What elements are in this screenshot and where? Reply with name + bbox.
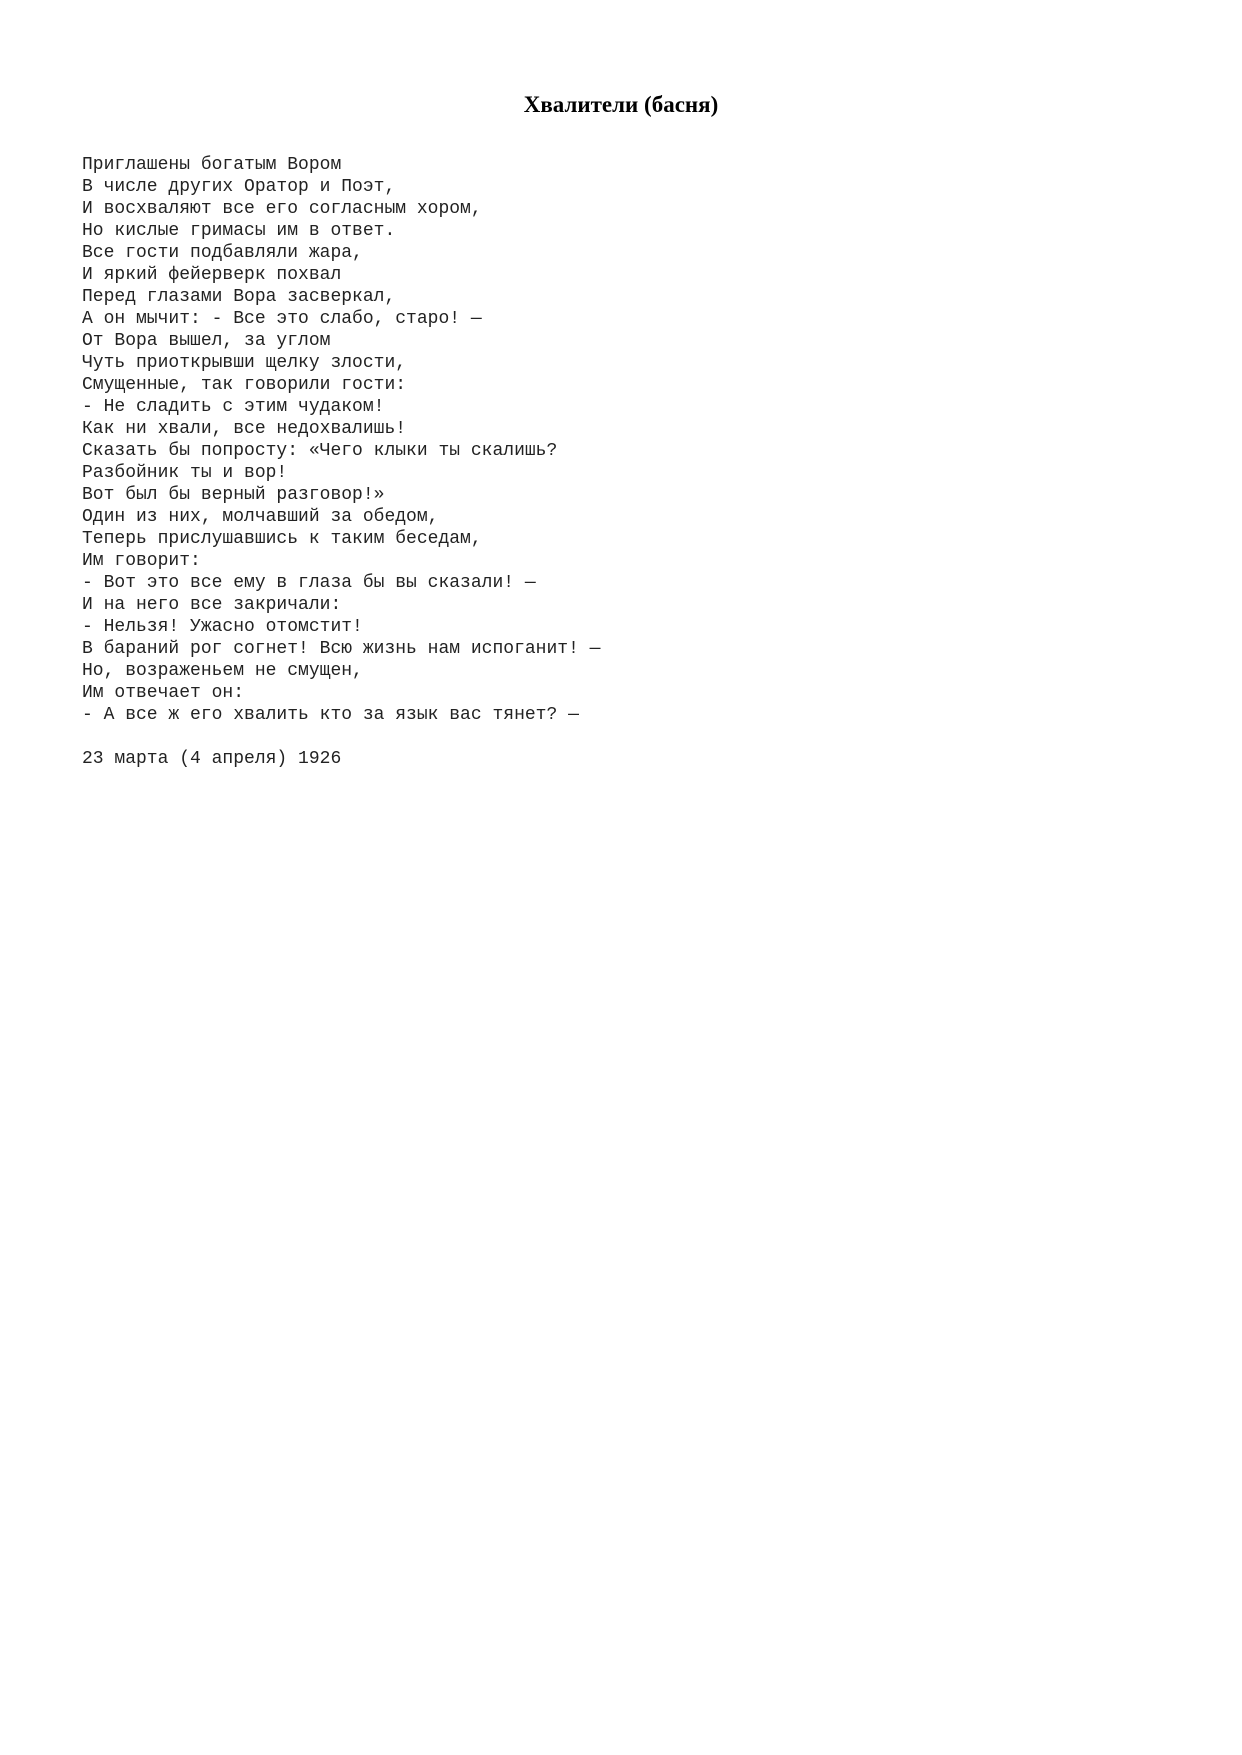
poem-line: Разбойник ты и вор! (82, 463, 288, 483)
poem-date: 23 марта (4 апреля) 1926 (82, 749, 342, 769)
poem-line: Все гости подбавляли жара, (82, 243, 363, 263)
poem-line: Вот был бы верный разговор!» (82, 485, 385, 505)
poem-line: Чуть приоткрывши щелку злости, (82, 353, 407, 373)
poem-line: - А все ж его хвалить кто за язык вас тянет? — (82, 705, 579, 725)
poem-line: Теперь прислушавшись к таким беседам, (82, 529, 482, 549)
poem-line: Им говорит: (82, 551, 201, 571)
poem-line: И яркий фейерверк похвал (82, 265, 342, 285)
poem-line: - Вот это все ему в глаза бы вы сказали! — (82, 573, 536, 593)
poem-line: - Нельзя! Ужасно отомстит! (82, 617, 363, 637)
poem-line: И на него все закричали: (82, 595, 342, 615)
poem-line: Им отвечает он: (82, 683, 245, 703)
poem-line: От Вора вышел, за углом (82, 331, 331, 351)
poem-line: Но, возраженьем не смущен, (82, 661, 363, 681)
poem-body (82, 154, 600, 726)
poem-line: Как ни хвали, все недохвалишь! (82, 419, 407, 439)
poem-line: Приглашены богатым Вором (82, 155, 342, 175)
poem-line: Один из них, молчавший за обедом, (82, 507, 439, 527)
poem-line: И восхваляют все его согласным хором, (82, 199, 482, 219)
poem-line: В бараний рог согнет! Всю жизнь нам испоганит! — (82, 639, 601, 659)
document-title: Хвалители (басня) (523, 92, 719, 117)
poem-line: Сказать бы попросту: «Чего клыки ты скалишь? (82, 441, 558, 461)
poem-line: Но кислые гримасы им в ответ. (82, 221, 396, 241)
poem-line: Смущенные, так говорили гости: (82, 375, 407, 395)
poem-line: - Не сладить с этим чудаком! (82, 397, 385, 417)
poem-line: В числе других Оратор и Поэт, (82, 177, 396, 197)
poem-line: Перед глазами Вора засверкал, (82, 287, 396, 307)
poem-line: А он мычит: - Все это слабо, старо! — (82, 309, 482, 329)
